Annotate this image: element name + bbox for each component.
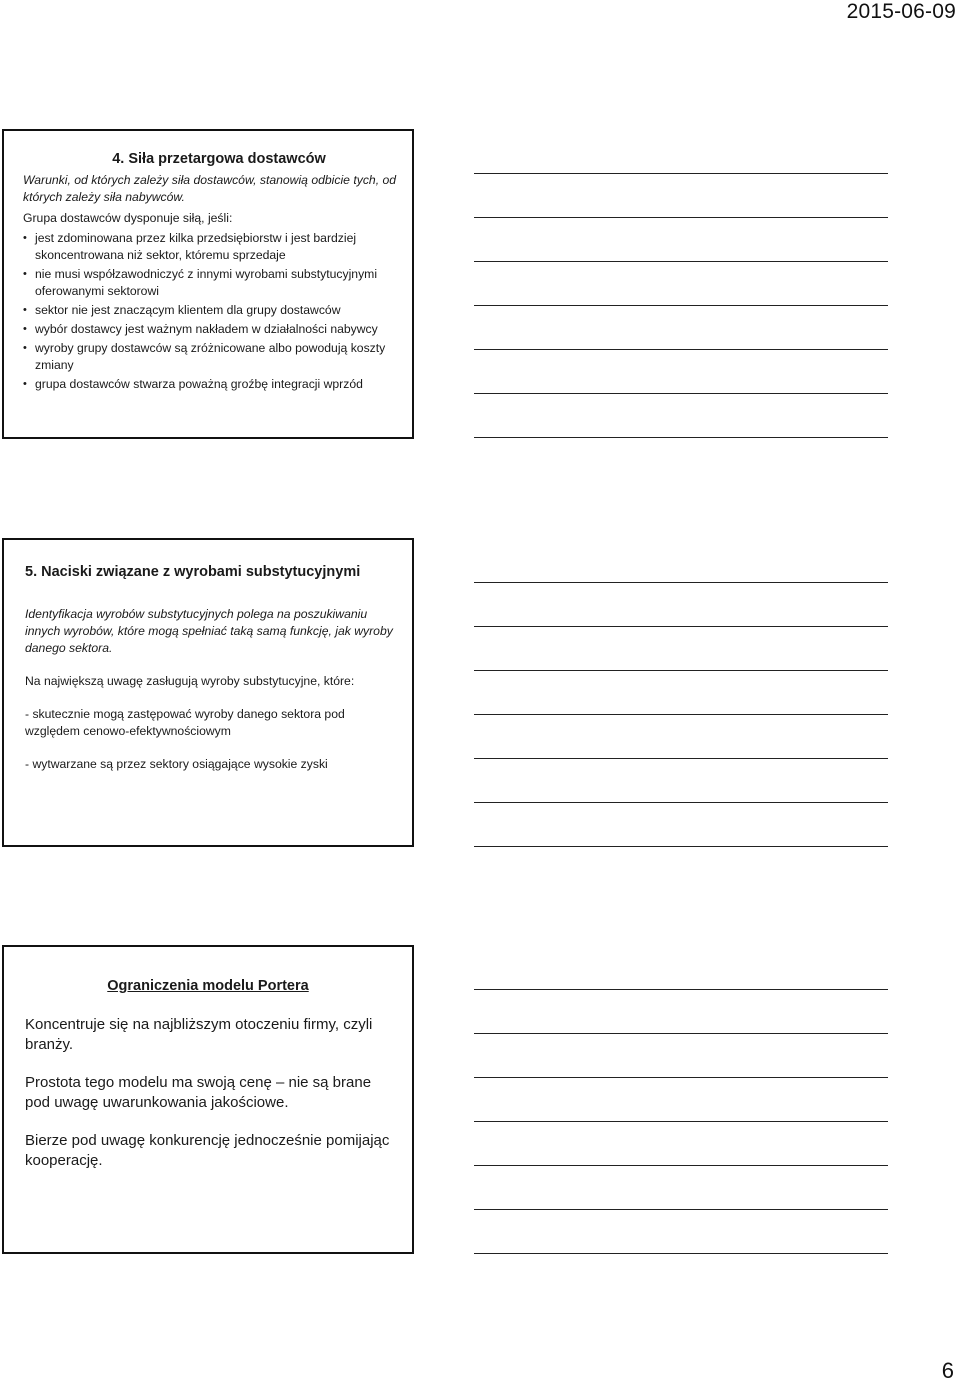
note-line [474,1033,888,1034]
slide-body [25,1015,395,1189]
note-line [474,261,888,262]
note-line [474,714,888,715]
note-line [474,626,888,627]
note-line [474,989,888,990]
slide-point: - wytwarzane są przez sektory osiągające wysokie zyski [25,757,328,771]
note-line [474,217,888,218]
note-line [474,802,888,803]
slide-substitutes [2,538,414,847]
slide-porter-limitations [2,945,414,1254]
slide-title: Ograniczenia modelu Portera [107,978,309,994]
bullet-item: • sektor nie jest znaczącym klientem dla grupy dostawców [23,302,403,319]
bullet-item: • jest zdominowana przez kilka przedsiębiorstw i jest bardziej skoncentrowana niż sektor, któremu sprzedaje [23,230,403,264]
note-line [474,582,888,583]
slide-body [25,606,395,773]
note-line [474,393,888,394]
slide-paragraph: Koncentruje się na najbliższym otoczeniu firmy, czyli branży. [25,1016,373,1053]
note-line [474,1165,888,1166]
bullet-item: • grupa dostawców stwarza poważną groźbę integracji wprzód [23,376,403,393]
note-line [474,846,888,847]
slide-paragraph: Bierze pod uwagę konkurencję jednocześnie pomijając kooperację. [25,1132,390,1169]
slide-lead: Na największą uwagę zasługują wyroby substytucyjne, które: [25,674,355,688]
slide-title: 4. Siła przetargowa dostawców [112,151,326,167]
slide-supplier-power [2,129,414,439]
slide-intro: Identyfikacja wyrobów substytucyjnych polega na poszukiwaniu innych wyrobów, które mogą spełniać taką samą funkcję, jak wyroby danego sektora. [25,607,393,655]
note-line [474,173,888,174]
slide-paragraph: Prostota tego modelu ma swoją cenę – nie są brane pod uwagę uwarunkowania jakościowe. [25,1074,372,1111]
bullet-item: • wyroby grupy dostawców są zróżnicowane albo powodują koszty zmiany [23,340,403,374]
bullet-item: • nie musi współzawodniczyć z innymi wyrobami substytucyjnymi oferowanymi sektorowi [23,266,403,300]
note-line [474,1121,888,1122]
slide-lead: Grupa dostawców dysponuje siłą, jeśli: [23,211,233,225]
slide-point: - skutecznie mogą zastępować wyroby danego sektora pod względem cenowo-efektywnościowym [25,707,345,738]
note-line [474,1077,888,1078]
note-line [474,670,888,671]
note-line [474,437,888,438]
page-number: 6 [941,1358,954,1383]
note-line [474,305,888,306]
note-line [474,1209,888,1210]
note-line [474,758,888,759]
slide-intro: Warunki, od których zależy siła dostawców, stanowią odbicie tych, od których zależy siła nabywców. [23,173,397,204]
bullet-item: • wybór dostawcy jest ważnym nakładem w działalności nabywcy [23,321,403,338]
slide-title: 5. Naciski związane z wyrobami substytucyjnymi [25,564,361,580]
bullet-list [23,230,403,395]
note-line [474,1253,888,1254]
note-line [474,349,888,350]
page-date: 2015-06-09 [846,0,956,23]
